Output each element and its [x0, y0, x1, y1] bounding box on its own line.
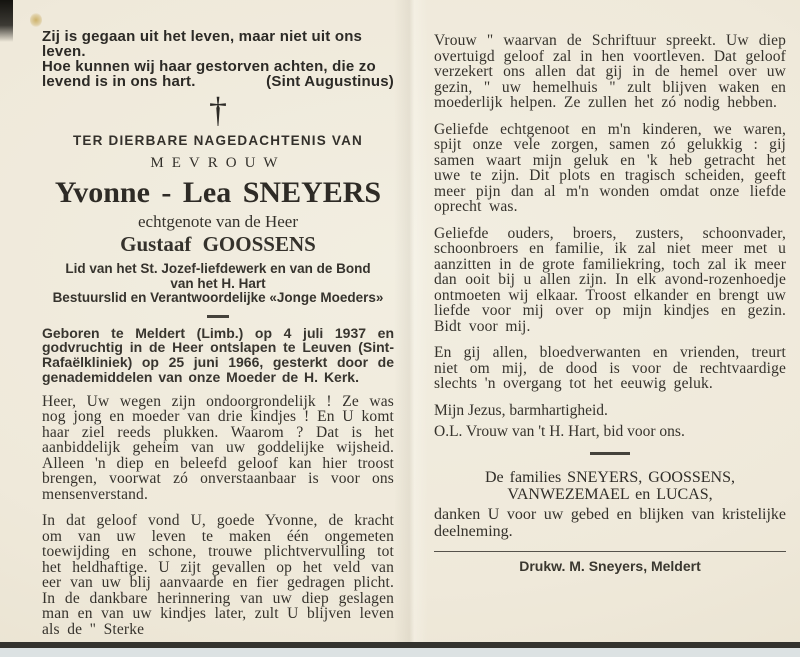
quote-line: Hoe kunnen wij haar gestorven achten, die zo — [42, 58, 376, 75]
membership-line: Lid van het St. Jozef-liefdewerk en van de Bond — [65, 261, 371, 276]
families-block — [434, 469, 786, 504]
biography-paragraph: Geboren te Meldert (Limb.) op 4 juli 1937 en godvruchtig in de Heer ontslapen te Leuven (Sint-Rafaëlkliniek) op 25 juni 1966, gesterkt door de genademiddelen van onze Moeder de H. Kerk. — [42, 324, 394, 385]
membership-line: Bestuurslid en Verantwoordelijke «Jonge Moeders» — [52, 290, 384, 305]
paper-stain — [30, 13, 42, 27]
left-page — [42, 0, 394, 648]
prayer-line: O.L. Vrouw van 't H. Hart, bid voor ons. — [434, 422, 685, 440]
scan-background-bottom — [0, 648, 800, 657]
body-paragraph: En gij allen, bloedverwanten en vrienden, treurt niet om mij, de dood is voor de rechtvaardige slechts 'n overgang tot het eeuwig geluk. — [434, 344, 786, 392]
scan-corner-dark — [0, 0, 13, 42]
body-paragraph: Vrouw " waarvan de Schriftuur spreekt. Uw diep overtuigd geloof zal in hen voortleven. Dat geloof verzekert ons allen dat gij in de hemel over uw gezin, " uw hemelhuis " zult blijven waken en moederlijk helpen. Ze zullen het zó nodig hebben. — [434, 32, 786, 111]
opening-quote — [42, 29, 394, 89]
families-divider — [590, 452, 630, 455]
center-fold-shadow — [394, 0, 428, 657]
title-mevrouw: MEVROUW — [150, 155, 286, 171]
body-paragraph: Geliefde ouders, broers, zusters, schoonvader, schoonbroers en familie, ik zal niet meer met u aanzitten in de grote familiekring, toch zal ik meer dan ooit bij u allen zijn. In elk avond-rozenhoedje ontmoeten wij elkaar. Troost elkander en brengt uw liefde voor mij over op mijn kindjes en gezin. Bidt voor mij. — [434, 224, 786, 335]
body-paragraph: Geliefde echtgenoot en m'n kinderen, we waren, spijt onze vele zorgen, samen zó gelukkig : gij samen waart mijn geluk en 'k heb getracht het uwe te zijn. Dit plots en tragisch scheiden, geeft meer pijn dan al m'n wonden omdat onze liefde oprecht was. — [434, 120, 786, 215]
quote-line: levend is in ons hart. — [42, 73, 196, 90]
divider-dash — [207, 315, 229, 318]
body-paragraph: In dat geloof vond U, goede Yvonne, de kracht om van uw leven te maken één ongemeten toewijding en schone, trouwe plichtvervulling tot het heldhaftige. U zijt gevallen op het veld van eer van uw blij aanvaarde en fier gedragen plicht. In de dankbare herinnering van uw diep geslagen man en van uw kindjes later, zult U blijven leven als de " Sterke — [42, 512, 394, 638]
membership-line: van het H. Hart — [170, 275, 266, 291]
families-line: VANWEZEMAEL en LUCAS, — [507, 486, 713, 503]
quote-line: Zij is gegaan uit het leven, maar niet uit ons leven. — [42, 28, 363, 60]
right-page — [434, 0, 786, 574]
spouse-name: Gustaaf GOOSSENS — [120, 232, 316, 256]
membership-lines — [42, 262, 394, 306]
printer-credit: Drukw. M. Sneyers, Meldert — [434, 551, 786, 574]
scan-edge-top — [0, 0, 800, 7]
body-paragraph: Heer, Uw wegen zijn ondoorgrondelijk ! Ze was nog jong en moeder van drie kindjes ! En U komt haar ziel reeds plukken. Waarom ? Dat is het aanbiddelijk geheim van uw goddelijke wijsheid. Alleen 'n diep en beleefd geloof kan hier troost brengen, voorwat zó onverstaanbaar is voor ons mensenverstand. — [42, 392, 394, 503]
prayer-line: Mijn Jezus, barmhartigheid. — [434, 401, 608, 419]
spouse-intro: echtgenote van de Heer — [138, 212, 298, 231]
thanks-line: danken U voor uw gebed en blijken van kristelijke deelneming. — [434, 505, 786, 540]
quote-attribution: (Sint Augustinus) — [266, 73, 394, 90]
deceased-name: Yvonne - Lea SNEYERS — [54, 176, 382, 209]
memorial-heading: TER DIERBARE NAGEDACHTENIS VAN — [72, 133, 363, 148]
families-line: De families SNEYERS, GOOSSENS, — [484, 468, 735, 486]
cross-icon: † — [209, 90, 227, 130]
